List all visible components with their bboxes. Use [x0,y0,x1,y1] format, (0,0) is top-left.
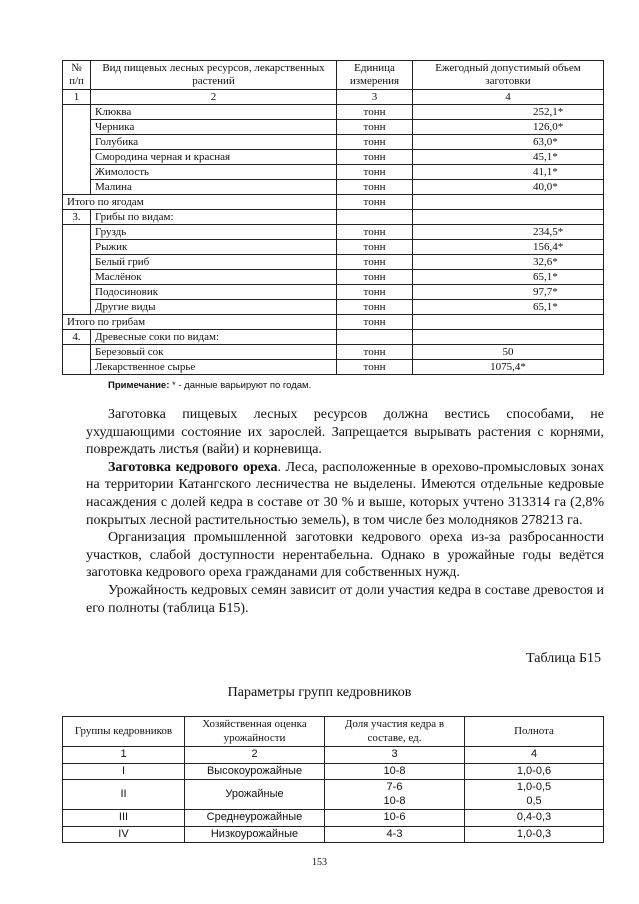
group-cell: II [63,780,185,810]
empty-num-cell [63,345,91,375]
resource-unit: тонн [337,360,413,375]
resource-name: Груздь [91,225,337,240]
resource-name: Лекарственное сырье [91,360,337,375]
col-number: 4 [413,90,604,105]
resource-name: Малина [91,180,337,195]
table-row [63,780,604,810]
section-num: 4. [63,330,91,345]
resource-unit: тонн [337,135,413,150]
table-row [63,120,604,135]
resource-name: Смородина черная и красная [91,150,337,165]
resource-value: 65,1* [413,300,604,315]
group-cell: IV [63,826,185,843]
paragraph: Организация промышленной заготовки кедрового ореха из-за разбросанности участков, слабой доступности нерентабельна. Однако в урожайные годы ведётся заготовка кедрового ореха гражданами для собственных нужд. [86,530,604,581]
header-num: № п/п [63,61,91,90]
header-rating: Хозяйственная оценка урожайности [185,717,325,747]
body-text [86,406,604,617]
resource-unit: тонн [337,165,413,180]
resource-value: 1075,4* [413,360,604,375]
resource-name: Белый гриб [91,255,337,270]
empty-num-cell [63,105,91,195]
table-row [63,300,604,315]
subtotal-label: Итого по ягодам [63,195,337,210]
col-number: 4 [465,747,604,764]
header-resource-type: Вид пищевых лесных ресурсов, лекарственных растений [91,61,337,90]
resource-unit: тонн [337,240,413,255]
column-number-row [63,747,604,764]
table-header-row [63,717,604,747]
table-row [63,150,604,165]
empty-num-cell [63,225,91,315]
resource-name: Черника [91,120,337,135]
group-cell: III [63,810,185,827]
resource-name: Голубика [91,135,337,150]
resource-value: 41,1* [413,165,604,180]
subtotal-unit: тонн [337,315,413,330]
note-text: * - данные варьируют по годам. [169,380,312,391]
empty-cell [413,210,604,225]
col-number: 2 [185,747,325,764]
group-cell: I [63,763,185,780]
resource-value: 65,1* [413,270,604,285]
forest-resources-table [62,60,604,375]
col-number: 1 [63,747,185,764]
rating-cell: Низкоурожайные [185,826,325,843]
empty-cell [337,210,413,225]
resource-unit: тонн [337,285,413,300]
subtotal-row [63,315,604,330]
cedar-groups-table [62,716,604,843]
section-label: Грибы по видам: [91,210,337,225]
resource-name: Другие виды [91,300,337,315]
table-row [63,105,604,120]
column-number-row [63,90,604,105]
col-number: 3 [325,747,465,764]
col-number: 3 [337,90,413,105]
table-number: Таблица Б15 [526,651,601,666]
resource-name: Рыжик [91,240,337,255]
paragraph: Урожайность кедровых семян зависит от доли участия кедра в составе древостоя и его полноты (таблица Б15). [86,582,604,616]
header-share: Доля участия кедра в составе, ед. [325,717,465,747]
table-note [108,380,311,391]
resource-unit: тонн [337,345,413,360]
resource-value: 156,4* [413,240,604,255]
note-label: Примечание: [108,380,170,391]
share-value: 7-6 [386,781,403,793]
table-row [63,810,604,827]
table-row [63,180,604,195]
resource-name: Клюква [91,105,337,120]
table-row [63,285,604,300]
col-number: 2 [91,90,337,105]
table-row [63,255,604,270]
empty-cell [337,330,413,345]
resource-name: Жимолость [91,165,337,180]
resource-name: Подосиновик [91,285,337,300]
resource-unit: тонн [337,225,413,240]
table-row [63,135,604,150]
resource-unit: тонн [337,180,413,195]
resource-value: 126,0* [413,120,604,135]
resource-name: Березовый сок [91,345,337,360]
table-row [63,763,604,780]
subtotal-label: Итого по грибам [63,315,337,330]
table-row [63,826,604,843]
table-header-row [63,61,604,90]
table-row [63,360,604,375]
header-group: Группы кедровников [63,717,185,747]
table-row [63,270,604,285]
section-label: Древесные соки по видам: [91,330,337,345]
resource-unit: тонн [337,300,413,315]
share-cell: 10-8 [325,763,465,780]
table-row [63,345,604,360]
resource-value: 234,5* [413,225,604,240]
resource-value: 50 [413,345,604,360]
resource-unit: тонн [337,105,413,120]
resource-name: Маслёнок [91,270,337,285]
resource-value: 32,6* [413,255,604,270]
subtotal-value [413,315,604,330]
resource-value: 45,1* [413,150,604,165]
resource-unit: тонн [337,255,413,270]
density-value: 1,0-0,5 [516,781,552,793]
table-row [63,165,604,180]
paragraph-heading: Заготовка кедрового ореха [108,459,278,475]
empty-cell [413,330,604,345]
paragraph-text: . Леса, расположенные в орехово-промысловых зонах на территории Катангского лесничества не выделены. Имеются отдельные кедровые насаждения с долей кедра в составе от 30 % и выше, которых учтено 313314 га (2,8% покрытых лесной растительностью земель), в том числе без молодняков 278213 га. [86,459,604,528]
rating-cell: Урожайные [185,780,325,810]
table-row [63,240,604,255]
table-row [63,225,604,240]
resource-value: 252,1* [413,105,604,120]
density-cell: 1,0-0,3 [465,826,604,843]
table-title: Параметры групп кедровников [227,685,412,700]
paragraph: Заготовка пищевых лесных ресурсов должна вестись способами, не ухудшающими состояние их зарослей. Запрещается вырывать растения с корнями, повреждать листья (вайи) и корневища. [86,407,604,458]
resource-unit: тонн [337,270,413,285]
density-cell: 0,4-0,3 [465,810,604,827]
subtotal-unit: тонн [337,195,413,210]
header-volume: Ежегодный допустимый объем заготовки [413,61,604,90]
density-value: 0,5 [526,794,542,807]
header-density: Полнота [465,717,604,747]
resource-unit: тонн [337,150,413,165]
paragraph [86,459,604,529]
resource-value: 63,0* [413,135,604,150]
rating-cell: Высокоурожайные [185,763,325,780]
rating-cell: Среднеурожайные [185,810,325,827]
density-cell [465,780,604,810]
subtotal-value [413,195,604,210]
subtotal-row [63,195,604,210]
density-cell: 1,0-0,6 [465,763,604,780]
section-header-row [63,210,604,225]
resource-value: 97,7* [413,285,604,300]
resource-value: 40,0* [413,180,604,195]
section-num: 3. [63,210,91,225]
page-number: 153 [312,857,327,868]
resource-unit: тонн [337,120,413,135]
col-number: 1 [63,90,91,105]
header-unit: Единица измерения [337,61,413,90]
share-cell: 10-6 [325,810,465,827]
share-cell [325,780,465,810]
section-header-row [63,330,604,345]
share-value: 10-8 [383,794,406,807]
share-cell: 4-3 [325,826,465,843]
